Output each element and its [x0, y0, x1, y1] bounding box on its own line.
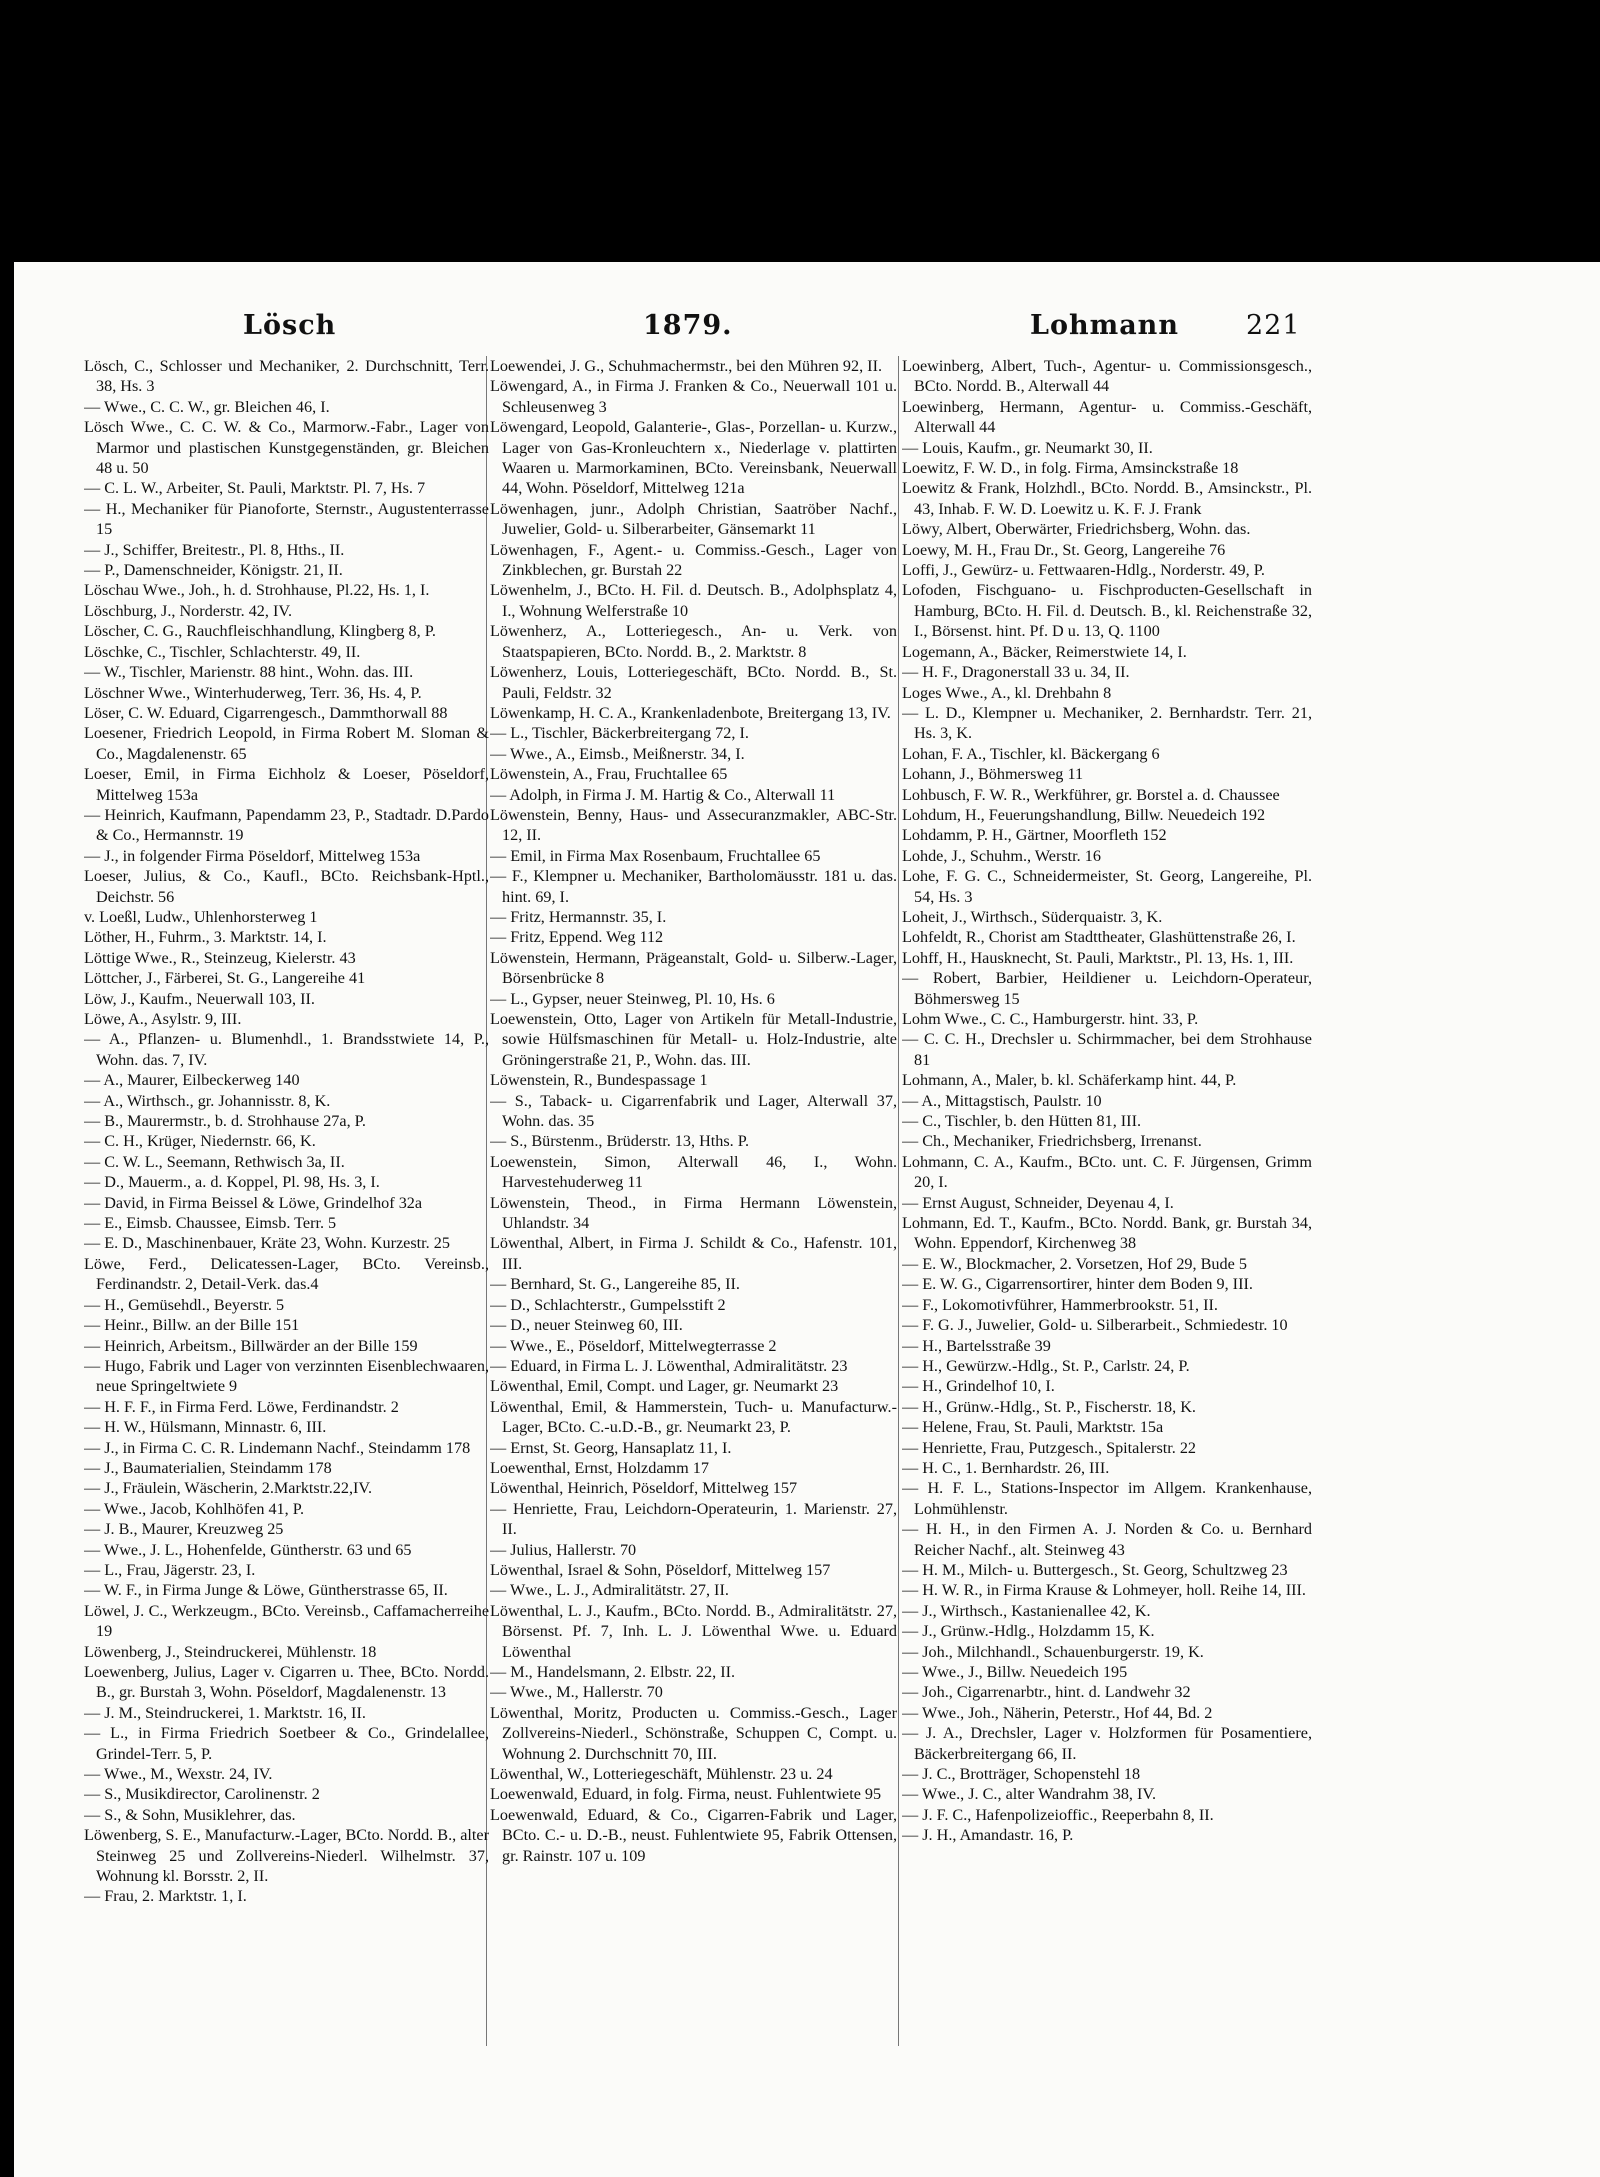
- directory-entry: — S., & Sohn, Musiklehrer, das.: [84, 1805, 296, 1824]
- directory-entry: Löwenthal, L. J., Kaufm., BCto. Nordd. B., Admiralitätstr. 27, Börsenst. Pf. 7, Inh. L. J. Löwenthal Wwe. u. Eduard Löwenthal: [490, 1601, 897, 1661]
- directory-entry: Löwenberg, J., Steindruckerei, Mühlenstr. 18: [84, 1642, 377, 1661]
- directory-entry: Löschke, C., Tischler, Schlachterstr. 49, II.: [84, 642, 361, 661]
- directory-entry: — H. M., Milch- u. Buttergesch., St. Georg, Schultzweg 23: [902, 1560, 1288, 1579]
- directory-entry: Loewenberg, Julius, Lager v. Cigarren u. Thee, BCto. Nordd. B., gr. Burstah 3, Wohn. Pöseldorf, Magdalenenstr. 13: [84, 1663, 489, 1702]
- directory-entry: Löwenherz, Louis, Lotteriegeschäft, BCto. Nordd. B., St. Pauli, Feldstr. 32: [490, 663, 897, 702]
- directory-entry: Lohmann, Ed. T., Kaufm., BCto. Nordd. Bank, gr. Burstah 34, Wohn. Eppendorf, Kirchenweg 38: [902, 1214, 1312, 1253]
- directory-entry: Lofoden, Fischguano- u. Fischproducten-Gesellschaft in Hamburg, BCto. H. Fil. d. Deutsch. B., kl. Reichenstraße 32, I., Börsenst. hint. Pf. D u. 13, Q. 1100: [902, 581, 1312, 641]
- directory-entry: Loewenthal, Ernst, Holzdamm 17: [490, 1458, 709, 1477]
- directory-entry: Löwengard, A., in Firma J. Franken & Co., Neuerwall 101 u. Schleusenweg 3: [490, 377, 897, 416]
- directory-entry: — E. D., Maschinenbauer, Kräte 23, Wohn. Kurzestr. 25: [84, 1234, 450, 1253]
- directory-entry: — Wwe., C. C. W., gr. Bleichen 46, I.: [84, 397, 330, 416]
- directory-entry: Loges Wwe., A., kl. Drehbahn 8: [902, 683, 1112, 702]
- directory-entry: Loewitz, F. W. D., in folg. Firma, Amsinckstraße 18: [902, 459, 1239, 478]
- directory-entry: Löwenstein, R., Bundespassage 1: [490, 1071, 708, 1090]
- directory-entry: Löser, C. W. Eduard, Cigarrengesch., Dammthorwall 88: [84, 703, 448, 722]
- directory-entry: Lohann, J., Böhmersweg 11: [902, 765, 1084, 784]
- directory-entry: — W. F., in Firma Junge & Löwe, Güntherstrasse 65, II.: [84, 1581, 448, 1600]
- directory-entry: Löwenthal, Emil, & Hammerstein, Tuch- u. Manufacturw.-Lager, BCto. C.-u.D.-B., gr. Neumarkt 23, P.: [490, 1397, 897, 1437]
- directory-entry: Löwenstein, Hermann, Prägeanstalt, Gold- u. Silberw.-Lager, Börsenbrücke 8: [490, 948, 897, 988]
- directory-entry: Lohe, F. G. C., Schneidermeister, St. Georg, Langereihe, Pl. 54, Hs. 3: [902, 867, 1312, 906]
- directory-entry: Löwenherz, A., Lotteriegesch., An- u. Verk. von Staatspapieren, BCto. Nordd. B., 2. Marktstr. 8: [490, 622, 897, 661]
- directory-entry: Lohfeldt, R., Chorist am Stadttheater, Glashüttenstraße 26, I.: [902, 928, 1296, 947]
- directory-entry: — Louis, Kaufm., gr. Neumarkt 30, II.: [902, 438, 1153, 457]
- directory-entry: Löwenthal, W., Lotteriegeschäft, Mühlenstr. 23 u. 24: [490, 1765, 833, 1784]
- directory-entry: Löwy, Albert, Oberwärter, Friedrichsberg, Wohn. das.: [902, 520, 1251, 539]
- directory-entry: — H., Gemüsehdl., Beyerstr. 5: [84, 1295, 285, 1314]
- directory-entry: — J. H., Amandastr. 16, P.: [902, 1826, 1074, 1845]
- directory-entry: — W., Tischler, Marienstr. 88 hint., Wohn. das. III.: [84, 663, 414, 682]
- header-right-keyword: Lohmann: [1030, 310, 1179, 341]
- directory-page: [14, 262, 1600, 2177]
- directory-entry: — C. W. L., Seemann, Rethwisch 3a, II.: [84, 1152, 345, 1171]
- directory-entry: — H. H., in den Firmen A. J. Norden & Co. u. Bernhard Reicher Nachf., alt. Steinweg 43: [902, 1520, 1312, 1559]
- directory-entry: — F. G. J., Juwelier, Gold- u. Silberarbeit., Schmiedestr. 10: [902, 1316, 1288, 1335]
- directory-entry: Loffi, J., Gewürz- u. Fettwaaren-Hdlg., Norderstr. 49, P.: [902, 561, 1265, 580]
- directory-entry: Löwenthal, Moritz, Producten u. Commiss.-Gesch., Lager Zollvereins-Niederl., Schönstraße, Schuppen C, Compt. u. Wohnung 2. Durchschnitt 70, III.: [490, 1703, 897, 1763]
- directory-entry: Loewenwald, Eduard, & Co., Cigarren-Fabrik und Lager, BCto. C.- u. D.-B., neust. Fuhlentwiete 95, Fabrik Ottensen, gr. Rainstr. 107 u. 109: [490, 1805, 897, 1865]
- directory-entry: — H. W., Hülsmann, Minnastr. 6, III.: [84, 1418, 327, 1437]
- directory-entry: — H., Grünw.-Hdlg., St. P., Fischerstr. 18, K.: [902, 1397, 1196, 1416]
- directory-entry: — A., Pflanzen- u. Blumenhdl., 1. Brandsstwiete 14, P., Wohn. das. 7, IV.: [84, 1030, 489, 1069]
- directory-entry: — Wwe., J., Billw. Neuedeich 195: [902, 1663, 1128, 1681]
- directory-entry: — Adolph, in Firma J. M. Hartig & Co., Alterwall 11: [490, 785, 836, 804]
- directory-entry: — J., Wirthsch., Kastanienallee 42, K.: [902, 1601, 1151, 1620]
- directory-entry: Lösch Wwe., C. C. W. & Co., Marmorw.-Fabr., Lager von Marmor und plastischen Kunstgegenständen, gr. Bleichen 48 u. 50: [84, 418, 489, 478]
- directory-entry: — J. M., Steindruckerei, 1. Marktstr. 16, II.: [84, 1703, 366, 1722]
- directory-entry: Löther, H., Fuhrm., 3. Marktstr. 14, I.: [84, 928, 327, 947]
- directory-entry: Lohm Wwe., C. C., Hamburgerstr. hint. 33, P.: [902, 1010, 1199, 1028]
- directory-entry: — L. D., Klempner u. Mechaniker, 2. Bernhardstr. Terr. 21, Hs. 3, K.: [902, 703, 1312, 743]
- directory-entry: — H., Mechaniker für Pianoforte, Sternstr., Augustenterrasse 15: [84, 499, 489, 539]
- directory-entry: — David, in Firma Beissel & Löwe, Grindelhof 32a: [84, 1193, 423, 1212]
- directory-entry: — L., Gypser, neuer Steinweg, Pl. 10, Hs. 6: [490, 989, 775, 1008]
- directory-entry: — A., Mittagstisch, Paulstr. 10: [902, 1091, 1102, 1110]
- directory-entry: — J., in Firma C. C. R. Lindemann Nachf., Steindamm 178: [84, 1438, 471, 1457]
- directory-entry: — J., in folgender Firma Pöseldorf, Mittelweg 153a: [84, 846, 421, 865]
- directory-entry: — Wwe., A., Eimsb., Meißnerstr. 34, I.: [490, 744, 745, 763]
- directory-entry: Löttige Wwe., R., Steinzeug, Kielerstr. 43: [84, 948, 356, 967]
- directory-entry: Loewy, M. H., Frau Dr., St. Georg, Langereihe 76: [902, 540, 1226, 559]
- directory-entry: — Henriette, Frau, Putzgesch., Spitalerstr. 22: [902, 1438, 1197, 1457]
- directory-entry: — Ernst August, Schneider, Deyenau 4, I.: [902, 1193, 1174, 1212]
- directory-entry: — C. C. H., Drechsler u. Schirmmacher, bei dem Strohhause 81: [902, 1030, 1312, 1069]
- directory-entry: — Helene, Frau, St. Pauli, Marktstr. 15a: [902, 1418, 1164, 1437]
- directory-entry: Löwenthal, Heinrich, Pöseldorf, Mittelweg 157: [490, 1479, 798, 1498]
- directory-entry: Lohmann, C. A., Kaufm., BCto. unt. C. F. Jürgensen, Grimm 20, I.: [902, 1152, 1312, 1192]
- directory-entry: — H. C., 1. Bernhardstr. 26, III.: [902, 1458, 1110, 1477]
- directory-entry: Loesener, Friedrich Leopold, in Firma Robert M. Sloman & Co., Magdalenenstr. 65: [84, 724, 489, 763]
- directory-entry: — Wwe., J. L., Hohenfelde, Güntherstr. 63 und 65: [84, 1540, 412, 1559]
- directory-entry: Löscher, C. G., Rauchfleischhandlung, Klingberg 8, P.: [84, 622, 436, 641]
- directory-entry: — B., Maurermstr., b. d. Strohhause 27a, P.: [84, 1112, 366, 1131]
- directory-entry: Löwenhagen, junr., Adolph Christian, Saatröber Nachf., Juwelier, Gold- u. Silberarbeiter, Gänsemarkt 11: [490, 499, 897, 539]
- directory-entry: — S., Bürstenm., Brüderstr. 13, Hths. P.: [490, 1132, 750, 1151]
- directory-entry: — Ch., Mechaniker, Friedrichsberg, Irrenanst.: [902, 1132, 1202, 1151]
- directory-entry: — Henriette, Frau, Leichdorn-Operateurin, 1. Marienstr. 27, II.: [490, 1499, 897, 1539]
- directory-entry: v. Loeßl, Ludw., Uhlenhorsterweg 1: [84, 907, 318, 926]
- directory-entry: — Wwe., Joh., Näherin, Peterstr., Hof 44, Bd. 2: [902, 1703, 1213, 1722]
- directory-entry: — J. B., Maurer, Kreuzweg 25: [84, 1520, 284, 1539]
- column-divider: [898, 356, 899, 2046]
- directory-entry: — L., Tischler, Bäckerbreitergang 72, I.: [490, 724, 749, 743]
- directory-entry: Löwenthal, Albert, in Firma J. Schildt & Co., Hafenstr. 101, III.: [490, 1234, 897, 1273]
- directory-entry: Lösch, C., Schlosser und Mechaniker, 2. Durchschnitt, Terr. 38, Hs. 3: [84, 357, 489, 396]
- directory-entry: Loewinberg, Albert, Tuch-, Agentur- u. Commissionsgesch., BCto. Nordd. B., Alterwall 44: [902, 357, 1312, 396]
- directory-column-3: [902, 356, 1312, 1846]
- directory-entry: Lohdamm, P. H., Gärtner, Moorfleth 152: [902, 826, 1167, 845]
- directory-entry: Löwenkamp, H. C. A., Krankenladenbote, Breitergang 13, IV.: [490, 703, 891, 722]
- directory-entry: — J., Grünw.-Hdlg., Holzdamm 15, K.: [902, 1622, 1155, 1641]
- directory-entry: — A., Maurer, Eilbeckerweg 140: [84, 1071, 300, 1090]
- directory-entry: — J. F. C., Hafenpolizeioffic., Reeperbahn 8, II.: [902, 1805, 1214, 1824]
- directory-entry: — E. W. G., Cigarrensortirer, hinter dem Boden 9, III.: [902, 1275, 1253, 1294]
- directory-entry: Lohmann, A., Maler, b. kl. Schäferkamp hint. 44, P.: [902, 1071, 1237, 1090]
- directory-entry: Löw, J., Kaufm., Neuerwall 103, II.: [84, 989, 315, 1008]
- directory-entry: — J., Baumaterialien, Steindamm 178: [84, 1458, 332, 1477]
- directory-entry: Lohbusch, F. W. R., Werkführer, gr. Borstel a. d. Chaussee: [902, 785, 1280, 804]
- directory-entry: Löwenberg, S. E., Manufacturw.-Lager, BCto. Nordd. B., alter Steinweg 25 und Zollvereins-Niederl. Wilhelmstr. 37, Wohnung kl. Borsstr. 2, II.: [84, 1826, 489, 1886]
- directory-entry: Löwenstein, A., Frau, Fruchtallee 65: [490, 765, 728, 784]
- directory-entry: Loewitz & Frank, Holzhdl., BCto. Nordd. B., Amsinckstr., Pl. 43, Inhab. F. W. D. Loewitz u. K. F. J. Frank: [902, 479, 1312, 518]
- directory-entry: Löwenthal, Emil, Compt. und Lager, gr. Neumarkt 23: [490, 1377, 839, 1396]
- directory-entry: — H. W. R., in Firma Krause & Lohmeyer, holl. Reihe 14, III.: [902, 1581, 1306, 1600]
- page-number: 221: [1246, 310, 1301, 341]
- directory-entry: — S., Taback- u. Cigarrenfabrik und Lager, Alterwall 37, Wohn. das. 35: [490, 1091, 897, 1131]
- directory-entry: Logemann, A., Bäcker, Reimerstwiete 14, I.: [902, 642, 1187, 661]
- directory-entry: — Hugo, Fabrik und Lager von verzinnten Eisenblechwaaren, neue Springeltwiete 9: [84, 1356, 489, 1396]
- directory-entry: — D., Mauerm., a. d. Koppel, Pl. 98, Hs. 3, I.: [84, 1173, 380, 1192]
- directory-entry: — M., Handelsmann, 2. Elbstr. 22, II.: [490, 1663, 736, 1681]
- directory-entry: — Joh., Cigarrenarbtr., hint. d. Landwehr 32: [902, 1683, 1191, 1702]
- directory-entry: — Wwe., M., Wexstr. 24, IV.: [84, 1765, 273, 1784]
- directory-entry: — Eduard, in Firma L. J. Löwenthal, Admiralitätstr. 23: [490, 1356, 848, 1375]
- directory-entry: — F., Klempner u. Mechaniker, Bartholomäusstr. 181 u. das. hint. 69, I.: [490, 867, 897, 906]
- directory-entry: Löwenstein, Theod., in Firma Hermann Löwenstein, Uhlandstr. 34: [490, 1193, 897, 1233]
- directory-entry: — H., Bartelsstraße 39: [902, 1336, 1051, 1355]
- header-year: 1879.: [643, 310, 733, 341]
- directory-entry: Loeser, Emil, in Firma Eichholz & Loeser, Pöseldorf, Mittelweg 153a: [84, 765, 489, 804]
- directory-entry: — C. H., Krüger, Niedernstr. 66, K.: [84, 1132, 316, 1151]
- directory-entry: — Wwe., M., Hallerstr. 70: [490, 1683, 663, 1702]
- directory-entry: Loeser, Julius, & Co., Kaufl., BCto. Reichsbank-Hptl., Deichstr. 56: [84, 867, 489, 906]
- directory-entry: Loewinberg, Hermann, Agentur- u. Commiss.-Geschäft, Alterwall 44: [902, 397, 1312, 437]
- directory-entry: — S., Musikdirector, Carolinenstr. 2: [84, 1785, 320, 1804]
- directory-entry: — Heinr., Billw. an der Bille 151: [84, 1316, 300, 1335]
- directory-entry: — Frau, 2. Marktstr. 1, I.: [84, 1887, 247, 1906]
- directory-entry: — Emil, in Firma Max Rosenbaum, Fruchtallee 65: [490, 846, 821, 865]
- directory-entry: — Wwe., E., Pöseldorf, Mittelwegterrasse 2: [490, 1336, 777, 1355]
- header-left-keyword: Lösch: [243, 310, 337, 341]
- directory-entry: Löschner Wwe., Winterhuderweg, Terr. 36, Hs. 4, P.: [84, 683, 422, 702]
- directory-entry: Lohff, H., Hausknecht, St. Pauli, Marktstr., Pl. 13, Hs. 1, III.: [902, 948, 1294, 967]
- directory-entry: — H. F. F., in Firma Ferd. Löwe, Ferdinandstr. 2: [84, 1397, 399, 1416]
- directory-entry: — E., Eimsb. Chaussee, Eimsb. Terr. 5: [84, 1214, 337, 1233]
- directory-entry: Löschburg, J., Norderstr. 42, IV.: [84, 601, 293, 620]
- directory-column-2: [490, 356, 897, 1866]
- directory-entry: — C., Tischler, b. den Hütten 81, III.: [902, 1112, 1142, 1131]
- directory-entry: — Ernst, St. Georg, Hansaplatz 11, I.: [490, 1438, 732, 1457]
- directory-entry: — D., neuer Steinweg 60, III.: [490, 1316, 683, 1335]
- directory-entry: Loheit, J., Wirthsch., Süderquaistr. 3, K.: [902, 907, 1163, 926]
- directory-entry: — Julius, Hallerstr. 70: [490, 1540, 637, 1559]
- directory-entry: Löwel, J. C., Werkzeugm., BCto. Vereinsb., Caffamacherreihe 19: [84, 1601, 489, 1641]
- directory-entry: — H., Grindelhof 10, I.: [902, 1377, 1055, 1396]
- directory-entry: — D., Schlachterstr., Gumpelsstift 2: [490, 1295, 726, 1314]
- directory-entry: Lohdum, H., Feuerungshandlung, Billw. Neuedeich 192: [902, 805, 1266, 824]
- directory-entry: — L., Frau, Jägerstr. 23, I.: [84, 1560, 256, 1579]
- directory-entry: — F., Lokomotivführer, Hammerbrookstr. 51, II.: [902, 1295, 1218, 1314]
- directory-entry: Loewenwald, Eduard, in folg. Firma, neust. Fuhlentwiete 95: [490, 1785, 882, 1804]
- directory-entry: Loewenstein, Otto, Lager von Artikeln für Metall-Industrie, sowie Hülfsmaschinen für Metall- u. Holz-Industrie, alte Gröningerstraße 21, P., Wohn. das. III.: [490, 1010, 897, 1069]
- directory-entry: — Bernhard, St. G., Langereihe 85, II.: [490, 1275, 740, 1294]
- directory-entry: — Wwe., L. J., Admiralitätstr. 27, II.: [490, 1581, 729, 1600]
- directory-entry: — H. F. L., Stations-Inspector im Allgem. Krankenhause, Lohmühlenstr.: [902, 1479, 1312, 1518]
- directory-entry: Lohan, F. A., Tischler, kl. Bäckergang 6: [902, 744, 1160, 763]
- directory-entry: — J. C., Brotträger, Schopenstehl 18: [902, 1765, 1141, 1784]
- directory-entry: — H. F., Dragonerstall 33 u. 34, II.: [902, 663, 1130, 682]
- directory-entry: — Heinrich, Kaufmann, Papendamm 23, P., Stadtadr. D.Pardo & Co., Hermannstr. 19: [84, 805, 489, 845]
- directory-entry: Loewenstein, Simon, Alterwall 46, I., Wohn. Harvestehuderweg 11: [490, 1152, 897, 1192]
- directory-entry: — A., Wirthsch., gr. Johannisstr. 8, K.: [84, 1091, 331, 1110]
- page-header: [14, 310, 1600, 350]
- directory-entry: Lohde, J., Schuhm., Werstr. 16: [902, 846, 1101, 865]
- directory-entry: Löwenhagen, F., Agent.- u. Commiss.-Gesch., Lager von Zinkblechen, gr. Burstah 22: [490, 540, 897, 580]
- directory-entry: — Heinrich, Arbeitsm., Billwärder an der Bille 159: [84, 1336, 418, 1355]
- directory-entry: Löwengard, Leopold, Galanterie-, Glas-, Porzellan- u. Kurzw., Lager von Gas-Kronleuchtern x., Niederlage v. plattirten Waaren u. Marmorkaminen, BCto. Vereinsbank, Neuerwall 44, Wohn. Pöseldorf, Mittelweg 121a: [490, 418, 897, 498]
- directory-entry: — Fritz, Eppend. Weg 112: [490, 928, 664, 947]
- directory-entry: — Wwe., J. C., alter Wandrahm 38, IV.: [902, 1785, 1157, 1804]
- directory-entry: Löwenthal, Israel & Sohn, Pöseldorf, Mittelweg 157: [490, 1560, 831, 1579]
- directory-entry: — Robert, Barbier, Heildiener u. Leichdorn-Operateur, Böhmersweg 15: [902, 969, 1312, 1008]
- directory-entry: — L., in Firma Friedrich Soetbeer & Co., Grindelallee, Grindel-Terr. 5, P.: [84, 1724, 489, 1763]
- directory-entry: Löwe, A., Asylstr. 9, III.: [84, 1010, 242, 1028]
- directory-entry: Löschau Wwe., Joh., h. d. Strohhause, Pl.22, Hs. 1, I.: [84, 581, 430, 600]
- directory-entry: — C. L. W., Arbeiter, St. Pauli, Marktstr. Pl. 7, Hs. 7: [84, 479, 426, 498]
- directory-entry: — J., Fräulein, Wäscherin, 2.Marktstr.22,IV.: [84, 1479, 373, 1498]
- directory-column-1: [84, 356, 489, 1907]
- directory-entry: Löwe, Ferd., Delicatessen-Lager, BCto. Vereinsb., Ferdinandstr. 2, Detail-Verk. das.4: [84, 1254, 489, 1294]
- directory-entry: Löttcher, J., Färberei, St. G., Langereihe 41: [84, 969, 366, 988]
- directory-entry: — J. A., Drechsler, Lager v. Holzformen für Posamentiere, Bäckerbreitergang 66, II.: [902, 1724, 1312, 1763]
- directory-entry: — Wwe., Jacob, Kohlhöfen 41, P.: [84, 1499, 304, 1518]
- directory-entry: — P., Damenschneider, Königstr. 21, II.: [84, 561, 343, 580]
- directory-entry: Löwenstein, Benny, Haus- und Assecuranzmakler, ABC-Str. 12, II.: [490, 805, 897, 845]
- directory-entry: — Joh., Milchhandl., Schauenburgerstr. 19, K.: [902, 1642, 1204, 1661]
- directory-entry: — H., Gewürzw.-Hdlg., St. P., Carlstr. 24, P.: [902, 1356, 1190, 1375]
- directory-entry: Löwenhelm, J., BCto. H. Fil. d. Deutsch. B., Adolphsplatz 4, I., Wohnung Welferstraße 10: [490, 581, 897, 620]
- directory-entry: — Fritz, Hermannstr. 35, I.: [490, 907, 667, 926]
- directory-entry: Loewendei, J. G., Schuhmachermstr., bei den Mühren 92, II.: [490, 357, 883, 375]
- directory-entry: — J., Schiffer, Breitestr., Pl. 8, Hths., II.: [84, 540, 345, 559]
- directory-entry: — E. W., Blockmacher, 2. Vorsetzen, Hof 29, Bude 5: [902, 1254, 1247, 1273]
